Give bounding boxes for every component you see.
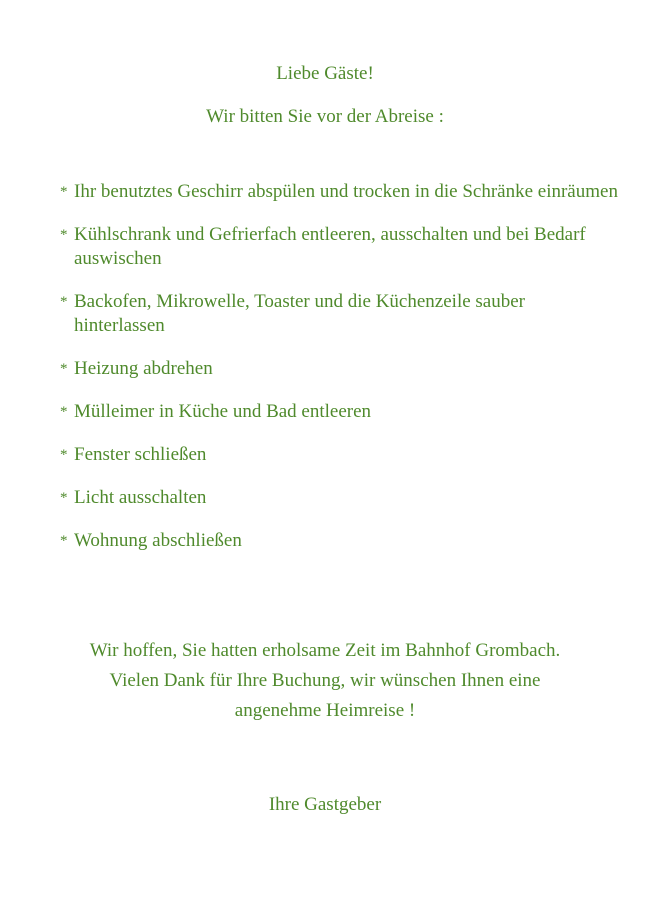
checklist-item-text: Wohnung abschließen bbox=[74, 530, 242, 551]
departure-checklist bbox=[60, 180, 620, 553]
asterisk-bullet-icon: * bbox=[60, 294, 68, 310]
closing-message bbox=[0, 636, 650, 726]
closing-line: Vielen Dank für Ihre Buchung, wir wünschen Ihnen eine bbox=[109, 670, 541, 691]
checklist-item bbox=[60, 529, 620, 553]
checklist-item bbox=[60, 443, 620, 467]
closing-line: angenehme Heimreise ! bbox=[234, 700, 416, 721]
checklist-item-text: Licht ausschalten bbox=[74, 487, 207, 508]
checklist-item-text: Ihr benutztes Geschirr abspülen und trocken in die Schränke einräumen bbox=[74, 181, 618, 202]
checklist-item-text: Backofen, Mikrowelle, Toaster und die Küchenzeile sauber hinterlassen bbox=[74, 291, 525, 336]
asterisk-bullet-icon: * bbox=[60, 361, 68, 377]
checklist-item-text: Mülleimer in Küche und Bad entleeren bbox=[74, 401, 372, 422]
asterisk-bullet-icon: * bbox=[60, 227, 68, 243]
checklist-item bbox=[60, 180, 620, 204]
greeting-heading: Liebe Gäste! bbox=[276, 63, 374, 84]
asterisk-bullet-icon: * bbox=[60, 533, 68, 549]
checklist-item-text: Kühlschrank und Gefrierfach entleeren, ausschalten und bei Bedarf auswischen bbox=[74, 224, 586, 269]
checklist-item bbox=[60, 486, 620, 510]
checklist-item bbox=[60, 223, 620, 271]
asterisk-bullet-icon: * bbox=[60, 404, 68, 420]
asterisk-bullet-icon: * bbox=[60, 447, 68, 463]
checklist-item bbox=[60, 400, 620, 424]
checklist-item-text: Fenster schließen bbox=[74, 444, 207, 465]
intro-text: Wir bitten Sie vor der Abreise : bbox=[206, 106, 444, 127]
asterisk-bullet-icon: * bbox=[60, 184, 68, 200]
asterisk-bullet-icon: * bbox=[60, 490, 68, 506]
signature: Ihre Gastgeber bbox=[268, 794, 382, 815]
closing-line: Wir hoffen, Sie hatten erholsame Zeit im Bahnhof Grombach. bbox=[89, 640, 561, 661]
checklist-item bbox=[60, 357, 620, 381]
checklist-item bbox=[60, 290, 620, 338]
checklist-item-text: Heizung abdrehen bbox=[74, 358, 213, 379]
